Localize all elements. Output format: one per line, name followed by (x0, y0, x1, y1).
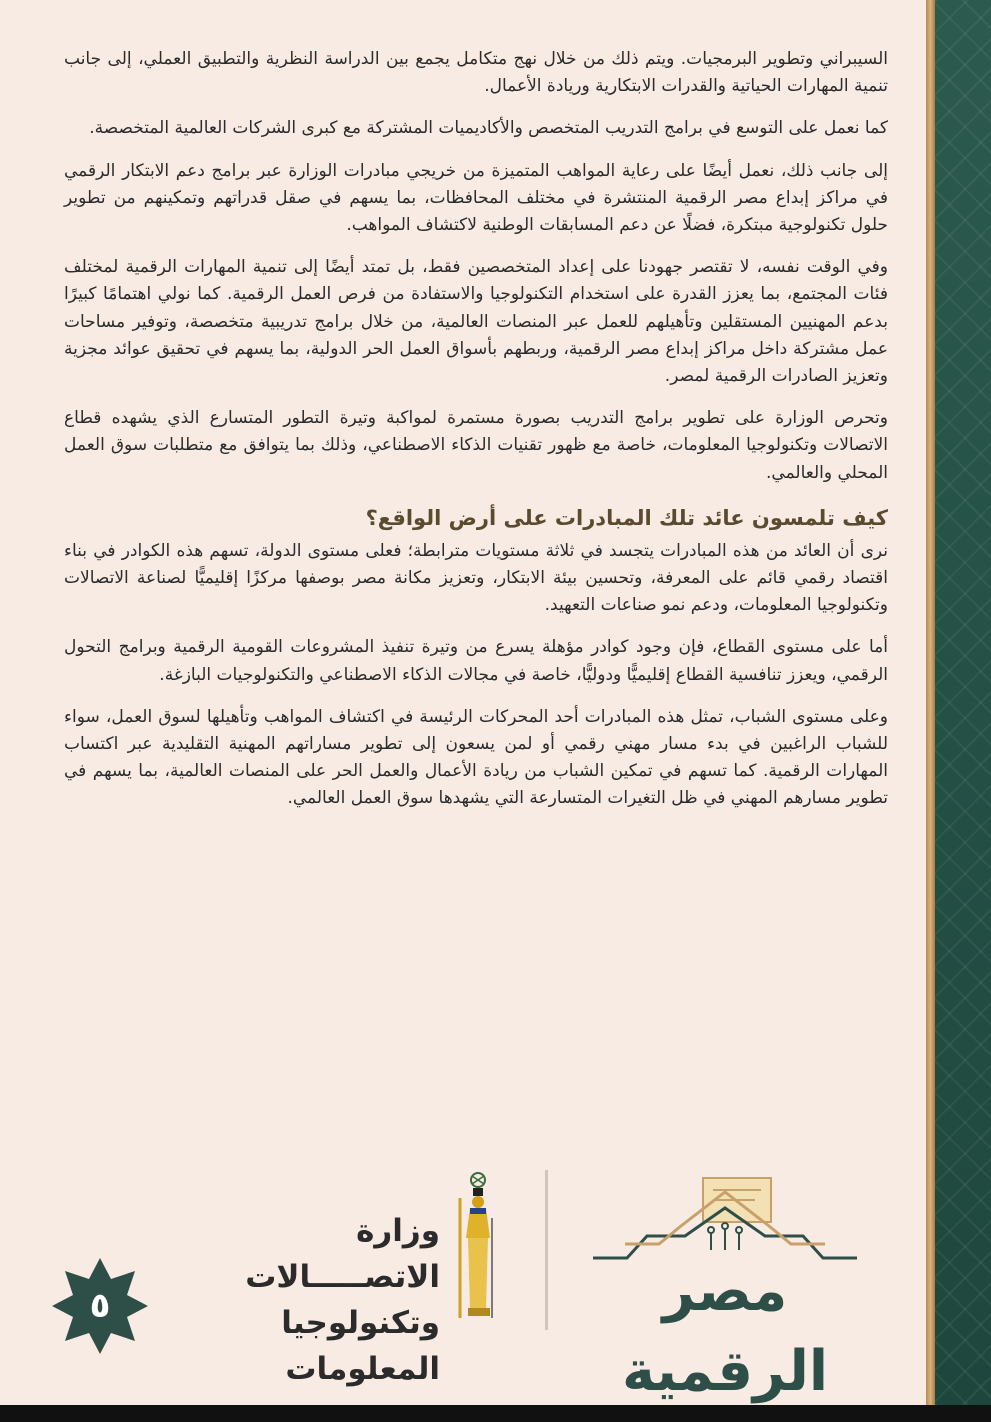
paragraph-3: إلى جانب ذلك، نعمل أيضًا على رعاية المواهب المتميزة من خريجي مبادرات الوزارة عبر برامج دعم الابتكار الرقمي في مراكز إبداع مصر الرقمية المنتشرة في مختلف المحافظات، بما يسهم في صقل قدراتهم وتمكينهم من تطوير حلول تكنولوجية مبتكرة، فضلًا عن دعم المسابقات الوطنية لاكتشاف المواهب. (64, 160, 888, 236)
ministry-line-2: وتكنولوجيا المعلومات (281, 1305, 440, 1387)
footer-divider (545, 1170, 548, 1330)
ministry-name (160, 1208, 440, 1392)
side-pattern-strip (935, 0, 991, 1405)
section-heading: كيف تلمسون عائد تلك المبادرات على أرض الواقع؟ (365, 505, 888, 530)
ministry-line-1: وزارة الاتصـــــالات (245, 1213, 440, 1295)
digital-egypt-wordmark: مصر الرقمية (621, 1259, 829, 1404)
page-footer (0, 1160, 935, 1405)
paragraph-8: وعلى مستوى الشباب، تمثل هذه المبادرات أحد المحركات الرئيسة في اكتشاف المواهب وتأهيلها لسوق العمل، سواء للشباب الراغبين في بدء مسار مهني رقمي أو لمن يسعون إلى تطوير مساراتهم المهنية التقليدية عبر اكتساب المهارات الرقمية. كما تسهم في تمكين الشباب من ريادة الأعمال والعمل الحر على المنصات العالمية، بما يسهم في تطوير مسارهم المهني في ظل التغيرات المتسارعة التي يشهدها سوق العمل العالمي. (64, 706, 888, 809)
article-body (64, 46, 888, 828)
paragraph-7: أما على مستوى القطاع، فإن وجود كوادر مؤهلة يسرع من وتيرة تنفيذ المشروعات القومية الرقمية وبرامج التحول الرقمي، ويعزز تنافسية القطاع إقليميًّا ودوليًّا، خاصة في مجالات الذكاء الاصطناعي والتكنولوجيات البازغة. (64, 637, 888, 685)
paragraph-4: وفي الوقت نفسه، لا تقتصر جهودنا على إعداد المتخصصين فقط، بل تمتد أيضًا إلى تنمية المهارات الرقمية لمختلف فئات المجتمع، بما يعزز القدرة على استخدام التكنولوجيا والاستفادة من فرص العمل الرقمية. كما نولي اهتمامًا كبيرًا بدعم المهنيين المستقلين وتأهيلهم للعمل عبر المنصات العالمية، من خلال برامج تدريبية متخصصة، وتوفير مساحات عمل مشتركة داخل مراكز إبداع مصر الرقمية، وربطهم بأسواق العمل الحر الدولية، بما يسهم في تحقيق عوائد مجزية وتعزيز الصادرات الرقمية لمصر. (64, 257, 888, 387)
page-number: ٥ (89, 1286, 111, 1326)
pharaonic-figure-icon (448, 1168, 500, 1326)
paragraph-6: نرى أن العائد من هذه المبادرات يتجسد في ثلاثة مستويات مترابطة؛ فعلى مستوى الدولة، تسهم هذه الكوادر في بناء اقتصاد رقمي قائم على المعرفة، وتحسين بيئة الابتكار، وتعزيز مكانة مصر بوصفها مركزًا إقليميًّا لصناعة الاتصالات وتكنولوجيا المعلومات، ودعم نمو صناعات التعهيد. (64, 540, 888, 616)
side-gold-border (926, 0, 935, 1405)
paragraph-2: كما نعمل على التوسع في برامج التدريب المتخصص والأكاديميات المشتركة مع كبرى الشركات العالمية المتخصصة. (89, 118, 888, 139)
bottom-bar (0, 1405, 991, 1422)
paragraph-1: السيبراني وتطوير البرمجيات. ويتم ذلك من خلال نهج متكامل يجمع بين الدراسة النظرية والتطبيق العملي، إلى جانب تنمية المهارات الحياتية والقدرات الابتكارية وريادة الأعمال. (64, 49, 888, 97)
paragraph-5: وتحرص الوزارة على تطوير برامج التدريب بصورة مستمرة لمواكبة وتيرة التطور المتسارع الذي يشهده قطاع الاتصالات وتكنولوجيا المعلومات، خاصة مع ظهور تقنيات الذكاء الاصطناعي، وذلك بما يتوافق مع متطلبات سوق العمل المحلي والعالمي. (64, 408, 888, 483)
